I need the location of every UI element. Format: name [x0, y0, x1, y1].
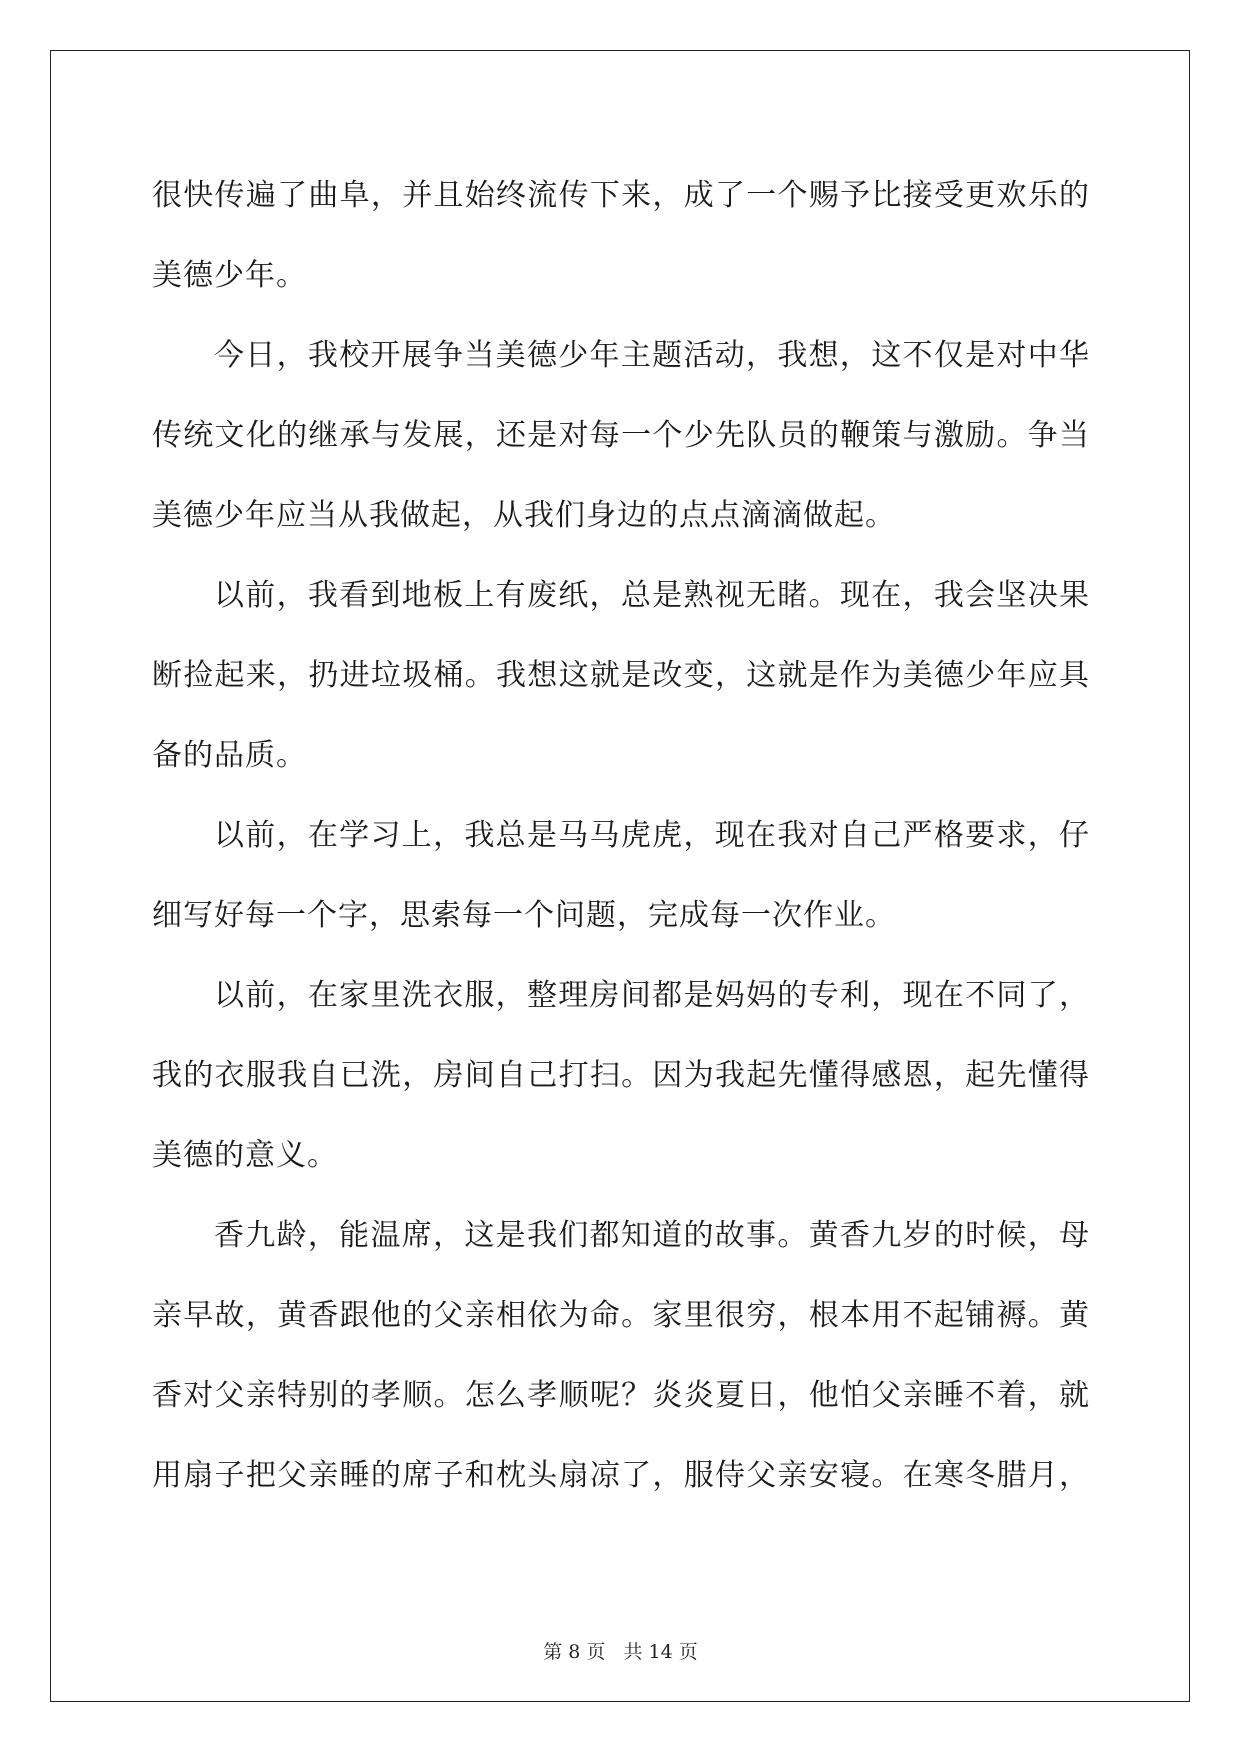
page-total: 共 14 页	[623, 1641, 698, 1663]
text-line: 我的衣服我自已洗，房间自己打扫。因为我起先懂得感恩，起先懂得	[152, 1058, 1090, 1093]
page-footer	[0, 1637, 1241, 1664]
text-line: 备的品质。	[152, 738, 307, 773]
text-line: 香对父亲特别的孝顺。怎么孝顺呢？炎炎夏日，他怕父亲睡不着，就	[152, 1378, 1090, 1413]
paragraph-first-line: 以前，在学习上，我总是马马虎虎，现在我对自己严格要求，仔	[214, 818, 1090, 853]
paragraph-first-line: 以前，在家里洗衣服，整理房间都是妈妈的专利，现在不同了，	[214, 978, 1090, 1013]
text-line: 细写好每一个字，思索每一个问题，完成每一次作业。	[152, 898, 896, 933]
text-line: 断捡起来，扔进垃圾桶。我想这就是改变，这就是作为美德少年应具	[152, 658, 1090, 693]
text-line: 亲早故，黄香跟他的父亲相依为命。家里很穷，根本用不起铺褥。黄	[152, 1298, 1090, 1333]
text-line: 美德少年应当从我做起，从我们身边的点点滴滴做起。	[152, 498, 896, 533]
paragraph-first-line: 香九龄，能温席，这是我们都知道的故事。黄香九岁的时候，母	[214, 1218, 1090, 1253]
text-line: 很快传遍了曲阜，并且始终流传下来，成了一个赐予比接受更欢乐的	[152, 178, 1090, 213]
paragraph-first-line: 今日，我校开展争当美德少年主题活动，我想，这不仅是对中华	[214, 338, 1090, 373]
text-line: 传统文化的继承与发展，还是对每一个少先队员的鞭策与激励。争当	[152, 418, 1090, 453]
document-body	[152, 156, 1090, 1516]
page-number: 第 8 页	[543, 1641, 606, 1663]
paragraph-first-line: 以前，我看到地板上有废纸，总是熟视无睹。现在，我会坚决果	[214, 578, 1090, 613]
text-line: 美德少年。	[152, 258, 307, 293]
text-line: 用扇子把父亲睡的席子和枕头扇凉了，服侍父亲安寝。在寒冬腊月，	[152, 1458, 1090, 1493]
text-line: 美德的意义。	[152, 1138, 338, 1173]
